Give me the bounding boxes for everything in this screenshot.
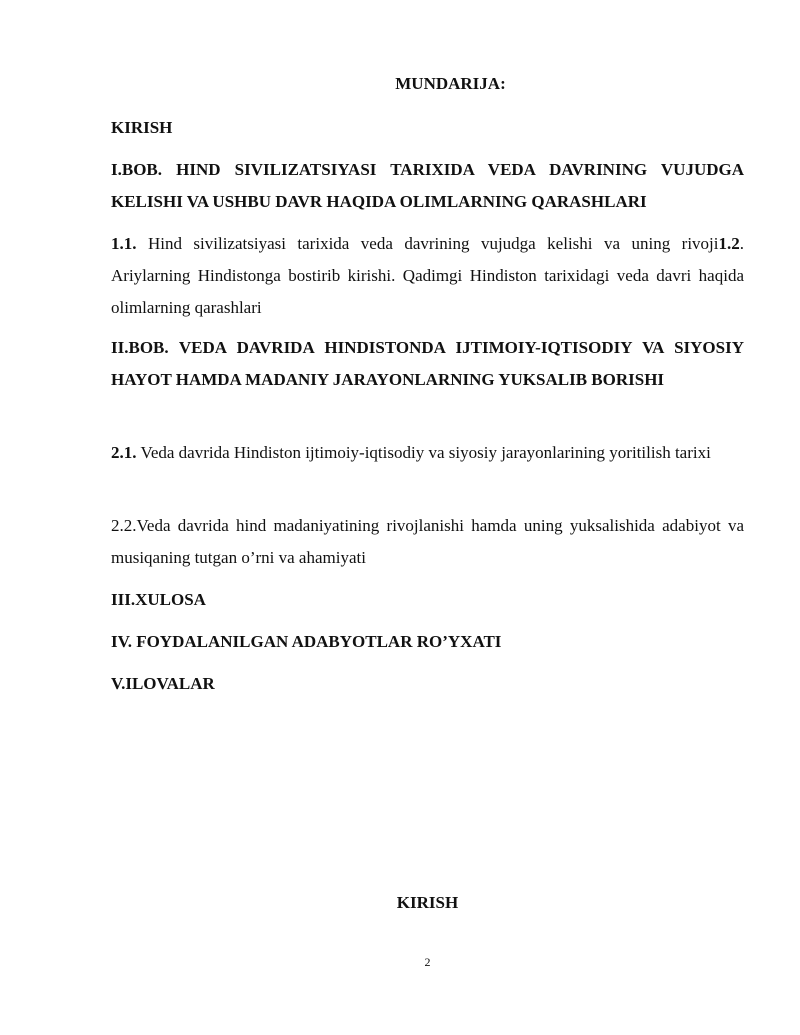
page-number: 2 <box>424 955 431 969</box>
toc-entry-section-1-1 <box>111 228 744 324</box>
toc-entry-chapter-4: IV. FOYDALANILGAN ADABYOTLAR RO’YXATI <box>111 632 502 651</box>
section-heading-kirish: KIRISH <box>396 893 459 912</box>
toc-entry-chapter-1: I.BOB. HIND SIVILIZATSIYASI TARIXIDA VEDA DAVRINING VUJUDGA KELISHI VA USHBU DAVR HAQIDA OLIMLARNING QARASHLARI <box>111 160 744 211</box>
section-number: 2.1. <box>111 443 137 462</box>
document-page <box>111 0 744 1035</box>
toc-entry-chapter-3: III.XULOSA <box>111 590 206 609</box>
toc-entry-section-2-2: 2.2.Veda davrida hind madaniyatining rivojlanishi hamda uning yuksalishida adabiyot va musiqaning tutgan o’rni va ahamiyati <box>111 516 744 567</box>
toc-entry-section-2-1 <box>111 437 744 469</box>
section-number: 1.2 <box>718 234 740 253</box>
section-number: 1.1. <box>111 234 137 253</box>
toc-entry-kirish: KIRISH <box>111 118 173 137</box>
section-text: Hind sivilizatsiyasi tarixida veda davrining vujudga kelishi va uning rivoji <box>136 234 719 253</box>
section-text: Veda davrida Hindiston ijtimoiy-iqtisodiy va siyosiy jarayonlarining yoritilish tarixi <box>136 443 711 462</box>
toc-entry-chapter-2: II.BOB. VEDA DAVRIDA HINDISTONDA IJTIMOIY-IQTISODIY VA SIYOSIY HAYOT HAMDA MADANIY JARAYONLARNING YUKSALIB BORISHI <box>111 338 744 389</box>
toc-entry-chapter-5: V.ILOVALAR <box>111 674 215 693</box>
section-text: . Ariylarning Hindistonga bostirib kirishi. Qadimgi Hindiston tarixidagi veda davri haqida olimlarning qarashlari <box>111 234 744 317</box>
toc-title: MUNDARIJA: <box>395 74 506 93</box>
